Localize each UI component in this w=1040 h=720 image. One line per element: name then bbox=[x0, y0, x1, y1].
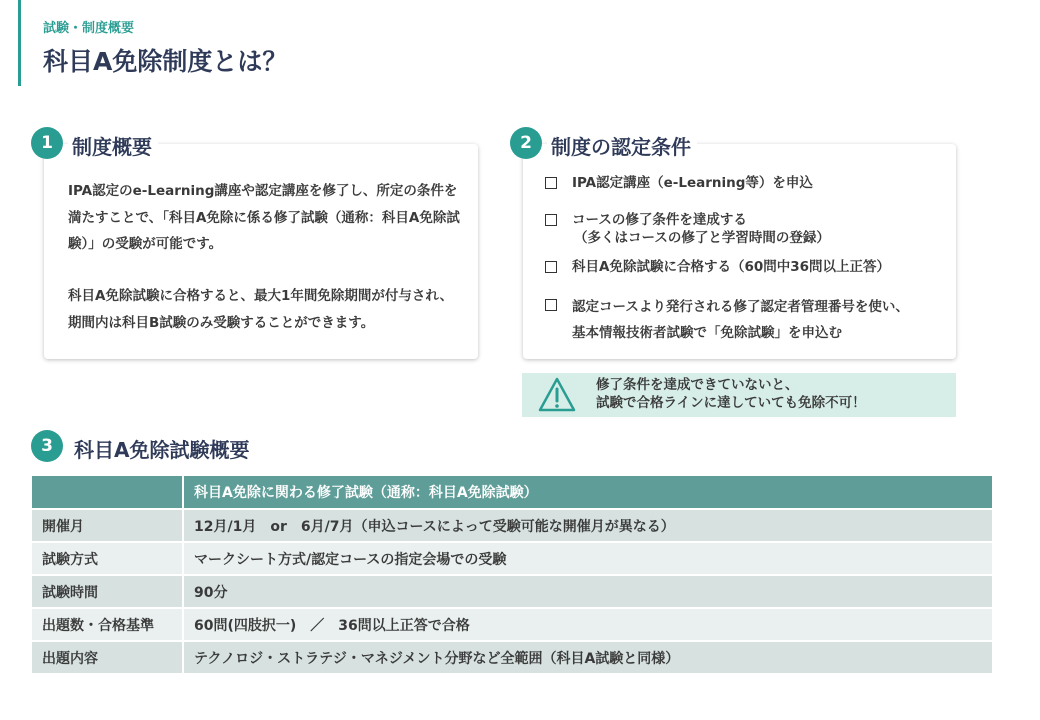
condition-text: 認定コースより発行される修了認定者管理番号を使い、 bbox=[572, 299, 909, 315]
overview-paragraph-1: IPA認定のe-Learning講座や認定講座を修了し、所定の条件を満たすことで、「科目A免除に係る修了試験（通称：科目A免除試験）」の受験が可能です。 bbox=[68, 183, 460, 252]
overview-paragraph-2: 科目A免除試験に合格すると、最大1年間免除期間が付与され、期間内は科目B試験のみ受験することができます。 bbox=[68, 288, 454, 331]
checkbox-icon bbox=[545, 299, 557, 311]
warning-line-2: 試験で合格ラインに達していても免除不可！ bbox=[596, 395, 866, 411]
table-header-cell: 科目A免除に関わる修了試験（通称：科目A免除試験） bbox=[183, 476, 992, 509]
section-2-number-badge: 2 bbox=[510, 127, 542, 159]
row-label: 試験方式 bbox=[32, 542, 183, 575]
section-1-number-badge: 1 bbox=[31, 127, 63, 159]
warning-line-1: 修了条件を達成できていないと、 bbox=[596, 377, 799, 393]
category-label: 試験・制度概要 bbox=[43, 21, 135, 36]
row-label: 開催月 bbox=[32, 509, 183, 542]
section-2-title: 制度の認定条件 bbox=[547, 131, 697, 160]
section-3-title: 科目A免除試験概要 bbox=[70, 434, 255, 463]
row-label: 試験時間 bbox=[32, 575, 183, 608]
checkbox-icon bbox=[545, 261, 557, 273]
condition-subtext: （多くはコースの修了と学習時間の登録） bbox=[574, 230, 830, 246]
condition-subtext: 基本情報技術者試験で「免除試験」を申込む bbox=[572, 325, 842, 341]
condition-text: 科目A免除試験に合格する（60問中36問以上正答） bbox=[572, 259, 891, 275]
exam-overview-table bbox=[32, 476, 992, 673]
table-row bbox=[32, 641, 992, 673]
table-header-label-cell bbox=[32, 476, 183, 509]
row-value: 60問(四肢択一) ／ 36問以上正答で合格 bbox=[183, 608, 992, 641]
row-value: 12月/1月 or 6月/7月（申込コースによって受験可能な開催月が異なる） bbox=[183, 509, 992, 542]
section-1-title: 制度概要 bbox=[68, 131, 158, 160]
checkbox-icon bbox=[545, 214, 557, 226]
table-row bbox=[32, 608, 992, 641]
table-row bbox=[32, 575, 992, 608]
condition-text: コースの修了条件を達成する bbox=[572, 212, 747, 228]
row-value: 90分 bbox=[183, 575, 992, 608]
warning-triangle-icon bbox=[538, 376, 576, 414]
row-label: 出題内容 bbox=[32, 641, 183, 673]
condition-text: IPA認定講座（e-Learning等）を申込 bbox=[572, 175, 813, 191]
table-row bbox=[32, 542, 992, 575]
page-title: 科目A免除制度とは？ bbox=[43, 47, 288, 76]
row-value: テクノロジ・ストラテジ・マネジメント分野など全範囲（科目A試験と同様） bbox=[183, 641, 992, 673]
warning-box bbox=[522, 373, 956, 417]
section-3-number-badge: 3 bbox=[31, 430, 63, 462]
table-row bbox=[32, 509, 992, 542]
table-header-row bbox=[32, 476, 992, 509]
page-header bbox=[18, 0, 288, 86]
row-value: マークシート方式/認定コースの指定会場での受験 bbox=[183, 542, 992, 575]
checkbox-icon bbox=[545, 177, 557, 189]
row-label: 出題数・合格基準 bbox=[32, 608, 183, 641]
